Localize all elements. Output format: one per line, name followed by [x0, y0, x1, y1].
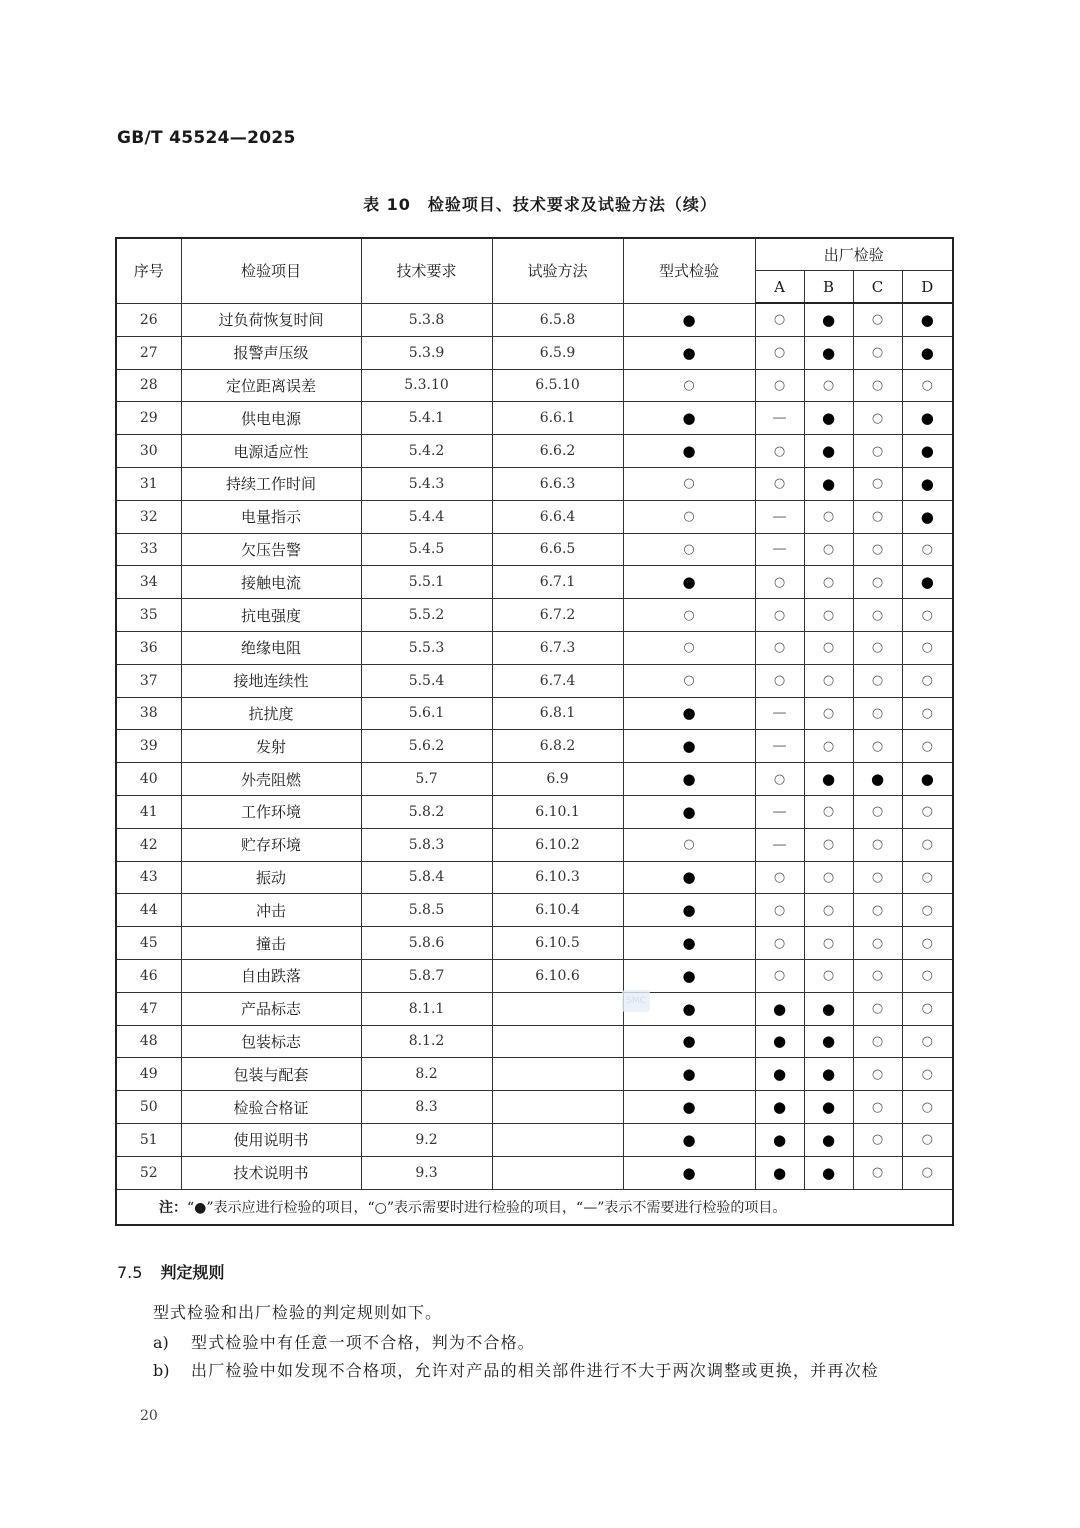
col-header-b: B	[804, 271, 853, 304]
list-item-text: 型式检验中有任意一项不合格，判为不合格。	[191, 1333, 536, 1352]
cell-type-test: ○	[623, 828, 755, 861]
table-row	[116, 1091, 953, 1124]
cell-b: ●	[804, 435, 853, 468]
table-row	[116, 828, 953, 861]
inspection-table	[115, 237, 954, 1226]
cell-a: ○	[755, 763, 804, 796]
cell-req: 8.1.2	[361, 1025, 492, 1058]
cell-method	[492, 1091, 623, 1124]
cell-a: —	[755, 533, 804, 566]
cell-seq: 43	[116, 861, 181, 894]
cell-item: 电源适应性	[181, 435, 361, 468]
cell-c: ○	[853, 828, 902, 861]
cell-c: ○	[853, 1156, 902, 1189]
cell-req: 5.5.2	[361, 599, 492, 632]
cell-method	[492, 1058, 623, 1091]
cell-d: ●	[902, 336, 953, 369]
cell-req: 5.8.6	[361, 927, 492, 960]
cell-a: —	[755, 828, 804, 861]
cell-item: 产品标志	[181, 992, 361, 1025]
col-header-factory-test: 出厂检验	[755, 238, 953, 271]
table-row	[116, 664, 953, 697]
table-row	[116, 1025, 953, 1058]
cell-req: 8.1.1	[361, 992, 492, 1025]
cell-req: 5.4.3	[361, 467, 492, 500]
cell-seq: 35	[116, 599, 181, 632]
cell-seq: 44	[116, 894, 181, 927]
cell-item: 冲击	[181, 894, 361, 927]
cell-c: ○	[853, 1025, 902, 1058]
cell-method: 6.7.4	[492, 664, 623, 697]
cell-b: ●	[804, 1123, 853, 1156]
table-row	[116, 533, 953, 566]
cell-type-test: ●	[623, 1123, 755, 1156]
section-number: 7.5	[117, 1263, 143, 1282]
cell-b: ●	[804, 1025, 853, 1058]
cell-b: ○	[804, 631, 853, 664]
section-title: 判定规则	[160, 1263, 225, 1282]
table-row	[116, 795, 953, 828]
cell-seq: 31	[116, 467, 181, 500]
cell-a: ○	[755, 664, 804, 697]
col-header-type-test: 型式检验	[623, 238, 755, 303]
cell-d: ○	[902, 1123, 953, 1156]
cell-c: ○	[853, 599, 902, 632]
cell-method	[492, 1025, 623, 1058]
cell-c: ●	[853, 763, 902, 796]
cell-type-test: ○	[623, 599, 755, 632]
cell-b: ○	[804, 697, 853, 730]
cell-item: 工作环境	[181, 795, 361, 828]
cell-type-test: ●	[623, 1025, 755, 1058]
cell-a: ●	[755, 1156, 804, 1189]
cell-d: ○	[902, 861, 953, 894]
cell-item: 接地连续性	[181, 664, 361, 697]
cell-method: 6.10.4	[492, 894, 623, 927]
cell-b: ●	[804, 402, 853, 435]
cell-seq: 40	[116, 763, 181, 796]
list-item	[153, 1358, 879, 1381]
cell-item: 包装标志	[181, 1025, 361, 1058]
table-row	[116, 763, 953, 796]
cell-a: ○	[755, 336, 804, 369]
col-header-d: D	[902, 271, 953, 304]
cell-method: 6.6.4	[492, 500, 623, 533]
cell-method: 6.7.2	[492, 599, 623, 632]
cell-method: 6.9	[492, 763, 623, 796]
table-row	[116, 1058, 953, 1091]
cell-type-test: ●	[623, 1156, 755, 1189]
cell-a: ●	[755, 1091, 804, 1124]
cell-seq: 32	[116, 500, 181, 533]
cell-b: ○	[804, 599, 853, 632]
cell-b: ●	[804, 1058, 853, 1091]
cell-a: ○	[755, 303, 804, 336]
cell-req: 5.5.4	[361, 664, 492, 697]
col-header-req: 技术要求	[361, 238, 492, 303]
cell-type-test: ●	[623, 402, 755, 435]
cell-a: ○	[755, 861, 804, 894]
table-note	[116, 1189, 953, 1225]
cell-req: 5.5.1	[361, 566, 492, 599]
table-row	[116, 959, 953, 992]
cell-d: ○	[902, 664, 953, 697]
cell-seq: 34	[116, 566, 181, 599]
cell-item: 撞击	[181, 927, 361, 960]
cell-b: ●	[804, 303, 853, 336]
cell-c: ○	[853, 500, 902, 533]
table-row	[116, 730, 953, 763]
cell-type-test: ●	[623, 336, 755, 369]
table-row	[116, 566, 953, 599]
cell-type-test: ●	[623, 861, 755, 894]
cell-b: ○	[804, 533, 853, 566]
cell-c: ○	[853, 467, 902, 500]
cell-d: ○	[902, 1058, 953, 1091]
cell-item: 电量指示	[181, 500, 361, 533]
table-row	[116, 927, 953, 960]
list-item-label: b)	[153, 1361, 170, 1380]
cell-method: 6.5.8	[492, 303, 623, 336]
table-row	[116, 500, 953, 533]
cell-req: 5.6.1	[361, 697, 492, 730]
table-note-text: “●”表示应进行检验的项目，“○”表示需要时进行检验的项目，“—”表示不需要进行检验的项目。	[187, 1199, 787, 1216]
cell-d: ○	[902, 697, 953, 730]
cell-d: ○	[902, 730, 953, 763]
cell-seq: 46	[116, 959, 181, 992]
cell-d: ○	[902, 369, 953, 402]
cell-a: ○	[755, 566, 804, 599]
cell-seq: 45	[116, 927, 181, 960]
cell-c: ○	[853, 369, 902, 402]
list-item-label: a)	[153, 1333, 169, 1352]
cell-req: 5.8.3	[361, 828, 492, 861]
cell-item: 外壳阻燃	[181, 763, 361, 796]
cell-method: 6.6.5	[492, 533, 623, 566]
cell-seq: 37	[116, 664, 181, 697]
cell-req: 5.8.4	[361, 861, 492, 894]
cell-seq: 30	[116, 435, 181, 468]
table-row	[116, 1156, 953, 1189]
cell-b: ○	[804, 369, 853, 402]
cell-method	[492, 1156, 623, 1189]
cell-type-test: ●	[623, 303, 755, 336]
table-row	[116, 894, 953, 927]
cell-req: 5.7	[361, 763, 492, 796]
cell-req: 9.3	[361, 1156, 492, 1189]
cell-b: ○	[804, 927, 853, 960]
cell-b: ●	[804, 467, 853, 500]
cell-c: ○	[853, 1091, 902, 1124]
table-row	[116, 631, 953, 664]
cell-a: —	[755, 795, 804, 828]
cell-seq: 48	[116, 1025, 181, 1058]
cell-c: ○	[853, 861, 902, 894]
cell-c: ○	[853, 303, 902, 336]
table-body	[116, 303, 953, 1189]
cell-method	[492, 1123, 623, 1156]
standard-code: GB/T 45524—2025	[117, 128, 296, 148]
cell-a: ○	[755, 369, 804, 402]
cell-item: 持续工作时间	[181, 467, 361, 500]
cell-item: 自由跌落	[181, 959, 361, 992]
cell-c: ○	[853, 533, 902, 566]
page-number: 20	[140, 1408, 158, 1424]
cell-method	[492, 992, 623, 1025]
cell-c: ○	[853, 566, 902, 599]
cell-type-test: ●	[623, 435, 755, 468]
col-header-method: 试验方法	[492, 238, 623, 303]
cell-item: 抗电强度	[181, 599, 361, 632]
col-header-seq: 序号	[116, 238, 181, 303]
cell-seq: 49	[116, 1058, 181, 1091]
cell-item: 欠压告警	[181, 533, 361, 566]
cell-type-test: ○	[623, 533, 755, 566]
cell-a: ○	[755, 894, 804, 927]
cell-seq: 39	[116, 730, 181, 763]
cell-d: ○	[902, 894, 953, 927]
cell-type-test: ●	[623, 566, 755, 599]
cell-d: ○	[902, 533, 953, 566]
cell-c: ○	[853, 927, 902, 960]
cell-item: 贮存环境	[181, 828, 361, 861]
cell-b: ●	[804, 763, 853, 796]
cell-req: 5.8.7	[361, 959, 492, 992]
cell-method: 6.5.9	[492, 336, 623, 369]
cell-d: ○	[902, 1025, 953, 1058]
cell-type-test: ●	[623, 1058, 755, 1091]
cell-method: 6.7.3	[492, 631, 623, 664]
cell-a: ○	[755, 631, 804, 664]
cell-a: ○	[755, 927, 804, 960]
cell-b: ○	[804, 730, 853, 763]
watermark-logo: SMC	[622, 990, 650, 1012]
cell-seq: 51	[116, 1123, 181, 1156]
cell-req: 5.8.5	[361, 894, 492, 927]
cell-type-test: ○	[623, 500, 755, 533]
cell-method: 6.10.1	[492, 795, 623, 828]
cell-c: ○	[853, 959, 902, 992]
cell-item: 包装与配套	[181, 1058, 361, 1091]
cell-req: 5.6.2	[361, 730, 492, 763]
cell-d: ○	[902, 828, 953, 861]
cell-req: 8.3	[361, 1091, 492, 1124]
cell-type-test: ●	[623, 795, 755, 828]
cell-a: ○	[755, 435, 804, 468]
table-row	[116, 336, 953, 369]
cell-c: ○	[853, 402, 902, 435]
cell-b: ●	[804, 336, 853, 369]
table-row	[116, 1123, 953, 1156]
table-row	[116, 435, 953, 468]
cell-d: ○	[902, 1156, 953, 1189]
cell-d: ○	[902, 959, 953, 992]
cell-req: 5.4.2	[361, 435, 492, 468]
cell-seq: 38	[116, 697, 181, 730]
cell-seq: 33	[116, 533, 181, 566]
cell-d: ○	[902, 1091, 953, 1124]
cell-method: 6.10.2	[492, 828, 623, 861]
table-row	[116, 402, 953, 435]
cell-item: 绝缘电阻	[181, 631, 361, 664]
cell-b: ○	[804, 500, 853, 533]
col-header-item: 检验项目	[181, 238, 361, 303]
cell-req: 5.3.8	[361, 303, 492, 336]
cell-a: ●	[755, 1123, 804, 1156]
cell-b: ○	[804, 959, 853, 992]
cell-c: ○	[853, 795, 902, 828]
cell-type-test: ●	[623, 927, 755, 960]
table-row	[116, 369, 953, 402]
cell-seq: 50	[116, 1091, 181, 1124]
cell-seq: 52	[116, 1156, 181, 1189]
col-header-a: A	[755, 271, 804, 304]
cell-c: ○	[853, 336, 902, 369]
cell-type-test: ○	[623, 467, 755, 500]
cell-method: 6.6.1	[492, 402, 623, 435]
cell-method: 6.6.2	[492, 435, 623, 468]
cell-req: 5.4.4	[361, 500, 492, 533]
cell-req: 5.8.2	[361, 795, 492, 828]
cell-method: 6.8.2	[492, 730, 623, 763]
list-item-text: 出厂检验中如发现不合格项，允许对产品的相关部件进行不大于两次调整或更换，并再次检	[191, 1361, 880, 1380]
table-row	[116, 861, 953, 894]
cell-a: —	[755, 697, 804, 730]
section-intro: 型式检验和出厂检验的判定规则如下。	[153, 1303, 443, 1322]
list-item	[153, 1330, 535, 1353]
cell-c: ○	[853, 435, 902, 468]
cell-a: ●	[755, 992, 804, 1025]
cell-req: 5.3.10	[361, 369, 492, 402]
cell-type-test: ○	[623, 664, 755, 697]
table-row	[116, 303, 953, 336]
cell-b: ○	[804, 795, 853, 828]
cell-type-test: ●	[623, 992, 755, 1025]
cell-seq: 28	[116, 369, 181, 402]
cell-seq: 27	[116, 336, 181, 369]
table-row	[116, 599, 953, 632]
section-heading	[117, 1260, 224, 1283]
table-title: 表 10 检验项目、技术要求及试验方法（续）	[363, 195, 717, 214]
cell-b: ○	[804, 664, 853, 697]
cell-item: 振动	[181, 861, 361, 894]
cell-item: 定位距离误差	[181, 369, 361, 402]
cell-c: ○	[853, 631, 902, 664]
cell-c: ○	[853, 992, 902, 1025]
cell-b: ○	[804, 894, 853, 927]
cell-item: 过负荷恢复时间	[181, 303, 361, 336]
cell-d: ●	[902, 763, 953, 796]
cell-a: ●	[755, 1058, 804, 1091]
cell-d: ●	[902, 435, 953, 468]
cell-d: ○	[902, 599, 953, 632]
cell-method: 6.10.5	[492, 927, 623, 960]
cell-b: ○	[804, 566, 853, 599]
cell-b: ●	[804, 1091, 853, 1124]
cell-item: 报警声压级	[181, 336, 361, 369]
cell-c: ○	[853, 1123, 902, 1156]
cell-d: ●	[902, 467, 953, 500]
cell-seq: 41	[116, 795, 181, 828]
cell-method: 6.7.1	[492, 566, 623, 599]
cell-b: ○	[804, 828, 853, 861]
cell-d: ○	[902, 992, 953, 1025]
table-row	[116, 467, 953, 500]
cell-type-test: ●	[623, 730, 755, 763]
col-header-c: C	[853, 271, 902, 304]
cell-a: —	[755, 730, 804, 763]
cell-method: 6.5.10	[492, 369, 623, 402]
cell-d: ●	[902, 303, 953, 336]
cell-d: ○	[902, 927, 953, 960]
cell-a: —	[755, 500, 804, 533]
cell-a: —	[755, 402, 804, 435]
cell-type-test: ●	[623, 763, 755, 796]
cell-req: 5.3.9	[361, 336, 492, 369]
table-row	[116, 992, 953, 1025]
cell-item: 发射	[181, 730, 361, 763]
cell-item: 抗扰度	[181, 697, 361, 730]
cell-seq: 29	[116, 402, 181, 435]
cell-method: 6.10.3	[492, 861, 623, 894]
table-row	[116, 697, 953, 730]
table-note-label: 注：	[159, 1199, 187, 1216]
cell-c: ○	[853, 697, 902, 730]
cell-seq: 47	[116, 992, 181, 1025]
cell-c: ○	[853, 730, 902, 763]
cell-d: ●	[902, 402, 953, 435]
cell-seq: 42	[116, 828, 181, 861]
cell-c: ○	[853, 664, 902, 697]
cell-type-test: ●	[623, 697, 755, 730]
cell-type-test: ●	[623, 894, 755, 927]
cell-d: ○	[902, 795, 953, 828]
cell-type-test: ○	[623, 631, 755, 664]
cell-a: ○	[755, 599, 804, 632]
cell-item: 技术说明书	[181, 1156, 361, 1189]
cell-d: ●	[902, 500, 953, 533]
cell-a: ○	[755, 467, 804, 500]
cell-b: ●	[804, 992, 853, 1025]
cell-req: 8.2	[361, 1058, 492, 1091]
cell-req: 5.5.3	[361, 631, 492, 664]
cell-item: 检验合格证	[181, 1091, 361, 1124]
cell-a: ○	[755, 959, 804, 992]
cell-item: 使用说明书	[181, 1123, 361, 1156]
cell-req: 5.4.1	[361, 402, 492, 435]
cell-a: ●	[755, 1025, 804, 1058]
cell-req: 5.4.5	[361, 533, 492, 566]
cell-method: 6.8.1	[492, 697, 623, 730]
cell-b: ●	[804, 1156, 853, 1189]
cell-type-test: ●	[623, 1091, 755, 1124]
cell-item: 接触电流	[181, 566, 361, 599]
cell-type-test: ○	[623, 369, 755, 402]
cell-req: 9.2	[361, 1123, 492, 1156]
cell-method: 6.10.6	[492, 959, 623, 992]
cell-c: ○	[853, 1058, 902, 1091]
cell-seq: 36	[116, 631, 181, 664]
cell-b: ○	[804, 861, 853, 894]
cell-type-test: ●	[623, 959, 755, 992]
cell-d: ●	[902, 566, 953, 599]
cell-method: 6.6.3	[492, 467, 623, 500]
cell-seq: 26	[116, 303, 181, 336]
cell-item: 供电电源	[181, 402, 361, 435]
cell-c: ○	[853, 894, 902, 927]
cell-d: ○	[902, 631, 953, 664]
